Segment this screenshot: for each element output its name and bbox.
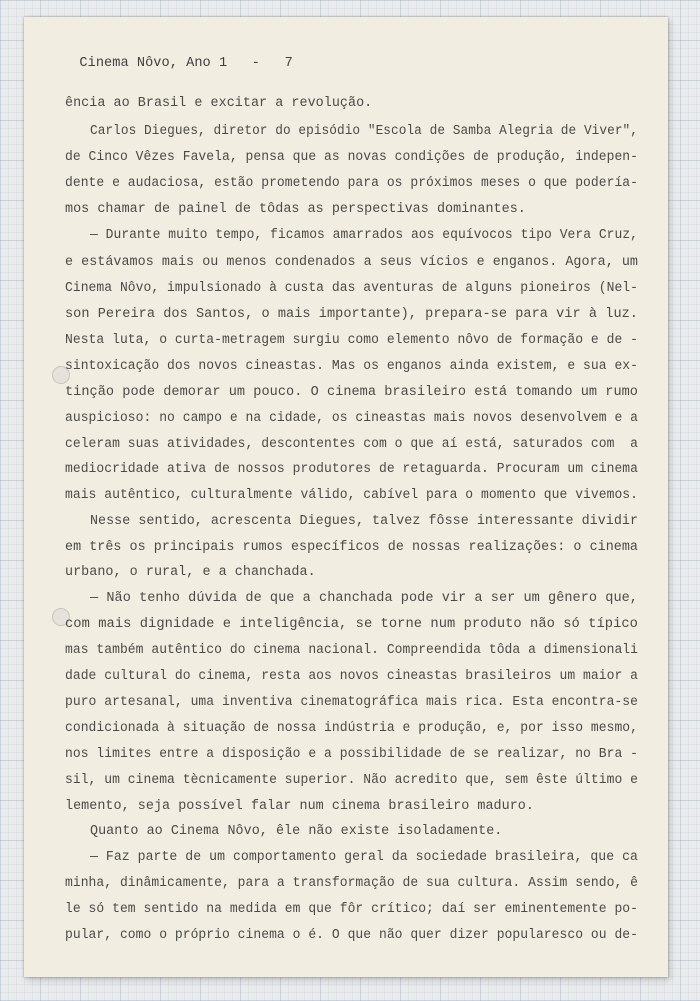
text-line: dente e audaciosa, estão prometendo para os próximos meses o que podería-: [65, 176, 638, 191]
text-line: urbano, o rural, e a chanchada.: [65, 565, 316, 580]
text-line: pular, como o próprio cinema o é. O que não quer dizer popularesco ou de-: [65, 928, 638, 943]
text-line: son Pereira dos Santos, o mais importante), prepara-se para vir à luz.: [65, 307, 638, 322]
text-line: puro artesanal, uma inventiva cinematográfica mais rica. Esta encontra-se: [65, 695, 638, 710]
text-line: dade cultural do cinema, resta aos novos cineastas brasileiros um maior a: [65, 669, 638, 684]
text-line: ência ao Brasil e excitar a revolução.: [65, 96, 373, 111]
text-line: lemento, seja possível falar num cinema brasileiro maduro.: [65, 799, 534, 814]
header-page-number: 7: [284, 55, 293, 71]
text-line: sil, um cinema tècnicamente superior. Não acredito que, sem êste último e: [65, 773, 638, 788]
text-line: Carlos Diegues, diretor do episódio "Escola de Samba Alegria de Viver",: [90, 124, 638, 139]
text-line: mas também autêntico do cinema nacional. Compreendida tôda a dimensionali: [65, 643, 638, 658]
text-line: mais autêntico, culturalmente válido, cabível para o momento que vivemos.: [65, 488, 638, 503]
text-line: Quanto ao Cinema Nôvo, êle não existe isoladamente.: [90, 824, 503, 839]
header-separator: -: [251, 55, 261, 71]
text-line: nos limites entre a disposição e a possibilidade de se realizar, no Bra -: [65, 747, 638, 762]
text-line: celeram suas atividades, descontentes com o que aí está, saturados com a: [65, 437, 638, 452]
text-line: tinção pode demorar um pouco. O cinema brasileiro está tomando um rumo: [65, 385, 638, 400]
page-header: [63, 43, 293, 70]
text-line: Nesta luta, o curta-metragem surgiu como elemento nôvo de formação e de -: [65, 333, 638, 348]
text-line: mos chamar de painel de tôdas as perspectivas dominantes.: [65, 202, 526, 217]
text-line: auspicioso: no campo e na cidade, os cineastas mais novos desenvolvem e a: [65, 411, 638, 426]
text-line: sintoxicação dos novos cineastas. Mas os enganos ainda existem, e sua ex-: [65, 359, 638, 374]
text-line: minha, dinâmicamente, para a transformação de sua cultura. Assim sendo, ê: [65, 876, 638, 891]
header-title: Cinema Nôvo, Ano 1: [79, 55, 228, 71]
text-line: — Faz parte de um comportamento geral da sociedade brasileira, que ca: [90, 850, 638, 865]
text-line: condicionada à situação de nossa indústria e produção, e, por isso mesmo,: [65, 721, 638, 736]
text-line: com mais dignidade e inteligência, se torne num produto não só típico: [65, 617, 638, 632]
text-line: e estávamos mais ou menos condenados a seus vícios e enganos. Agora, um: [65, 255, 638, 270]
text-line: em três os principais rumos específicos de nossas realizações: o cinema: [65, 540, 638, 555]
text-line: de Cinco Vêzes Favela, pensa que as novas condições de produção, indepen-: [65, 150, 638, 165]
text-line: Nesse sentido, acrescenta Diegues, talvez fôsse interessante dividir: [90, 514, 638, 529]
text-line: Cinema Nôvo, impulsionado à custa das aventuras de alguns pioneiros (Nel-: [65, 281, 638, 296]
text-line: — Durante muito tempo, ficamos amarrados aos equívocos tipo Vera Cruz,: [90, 228, 638, 243]
text-line: le só tem sentido na medida em que fôr crítico; daí ser eminentemente po-: [65, 902, 638, 917]
text-line: — Não tenho dúvida de que a chanchada pode vir a ser um gênero que,: [90, 591, 638, 606]
text-line: mediocridade ativa de nossos produtores de retaguarda. Procuram um cinema: [65, 462, 638, 477]
